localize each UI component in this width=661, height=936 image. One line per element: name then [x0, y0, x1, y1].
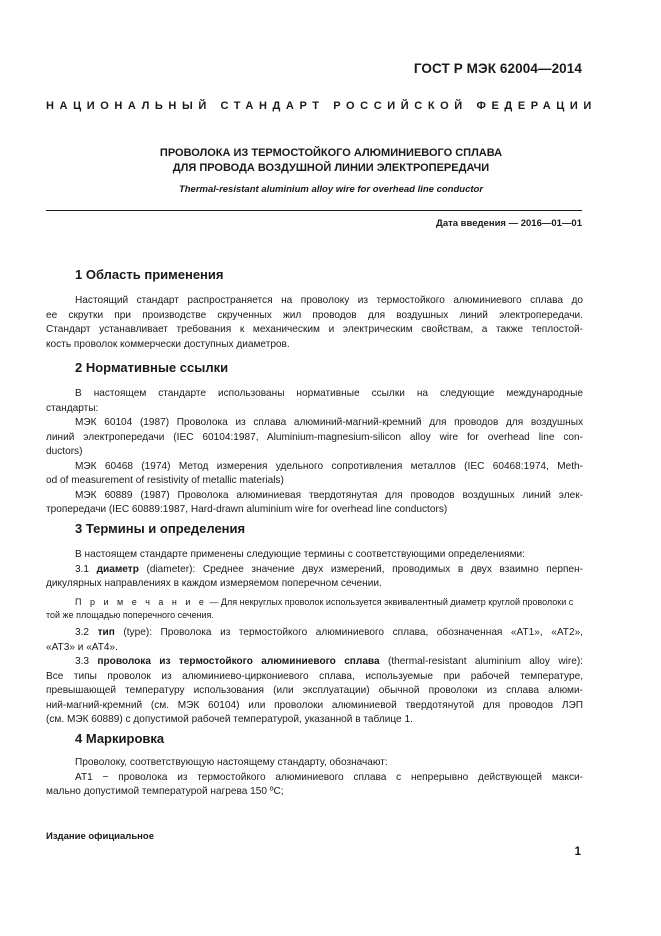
term-definition: (diameter): Среднее значение двух измерений, проводимых в двух взаимно перпен-	[146, 563, 583, 575]
term-name: проволока из термостойкого алюминиевого сплава	[97, 656, 380, 667]
official-edition-label: Издание официальное	[46, 831, 154, 842]
section-1-body	[46, 294, 583, 352]
section-4-heading: 4 Маркировка	[75, 731, 165, 746]
reference-line: МЭК 60889 (1987) Проволока алюминиевая твердотянутая для проводов воздушных линий элек-	[75, 489, 583, 501]
paragraph-line: ее скрутки при производстве скрученных жил проводов для воздушных линий электропередачи.	[46, 309, 583, 321]
reference-line: тропередачи (IEC 60889:1987, Hard-drawn aluminium wire for overhead line conductors)	[46, 504, 448, 515]
paragraph-line: «АТ3» и «АТ4».	[46, 641, 118, 653]
introduction-date: Дата введения — 2016—01—01	[436, 218, 582, 229]
term-3-1	[46, 563, 583, 578]
page-number: 1	[574, 846, 581, 858]
paragraph-line: Все типы проволок из алюминиево-циркониевого сплава, используемые при рабочей температуре,	[46, 670, 583, 682]
paragraph-line: превышающей температуру использования (или эксплуатации) обычной проволоки из сплава алюми-	[46, 685, 583, 696]
reference-line: ductors)	[46, 446, 83, 457]
reference-line: линий электропередачи (IEC 60104:1987, Aluminium-magnesium-silicon alloy wire for overhead line con-	[46, 431, 583, 443]
note-block	[46, 596, 583, 621]
term-name: диаметр	[96, 563, 139, 575]
paragraph-line: дикулярных направлениях в каждом измеряемом поперечном сечении.	[46, 578, 382, 589]
note-text: — Для некруглых проволок используется эквивалентный диаметр круглой проволоки с	[206, 597, 574, 607]
paragraph-line: Настоящий стандарт распространяется на проволоку из термостойкого алюминиевого сплава до	[75, 295, 583, 306]
term-definition: (type): Проволока из термостойкого алюминиевого сплава, обозначенная «АТ1», «АТ2»,	[123, 627, 583, 638]
title-line-1: ПРОВОЛОКА ИЗ ТЕРМОСТОЙКОГО АЛЮМИНИЕВОГО СПЛАВА	[159, 147, 503, 159]
term-number: 3.2	[75, 627, 90, 638]
section-3-heading: 3 Термины и определения	[75, 521, 246, 536]
section-3-body-continued	[46, 626, 583, 728]
reference-line: МЭК 60104 (1987) Проволока из сплава алюминий-магний-кремний для проводов для воздушных	[75, 417, 583, 428]
term-number: 3.1	[75, 563, 90, 575]
term-3-3	[46, 655, 583, 670]
paragraph-line: мально допустимой температурой нагрева 150 ºС;	[46, 786, 284, 797]
title-line-2: ДЛЯ ПРОВОДА ВОЗДУШНОЙ ЛИНИИ ЭЛЕКТРОПЕРЕДАЧИ	[172, 162, 490, 174]
term-number: 3.3	[75, 656, 90, 667]
paragraph-line: В настоящем стандарте использованы нормативные ссылки на следующие международные	[75, 388, 583, 399]
paragraph-line: кость проволок коммерчески доступных диаметров.	[46, 338, 290, 350]
paragraph-line: В настоящем стандарте применены следующие термины с соответствующими определениями:	[75, 549, 525, 560]
paragraph-line: (см. МЭК 60889) с допустимой рабочей температурой, указанной в таблице 1.	[46, 714, 413, 725]
document-title	[46, 146, 616, 176]
note-label: П р и м е ч а н и е	[75, 597, 207, 607]
paragraph-line: ний-магний-кремний (см. МЭК 60104) или проволоки алюминиевой твердотянутой для проводов ЛЭП	[46, 699, 583, 711]
paragraph-line: стандарты:	[46, 402, 99, 414]
section-2-heading: 2 Нормативные ссылки	[75, 360, 229, 375]
note-line: той же площадью поперечного сечения.	[46, 609, 214, 620]
section-4-body	[46, 756, 583, 800]
reference-line: МЭК 60468 (1974) Метод измерения удельного сопротивления металлов (IEC 60468:1974, Meth-	[75, 460, 583, 472]
note-line	[46, 596, 583, 609]
paragraph-line: Проволоку, соответствующую настоящему стандарту, обозначают:	[75, 757, 388, 768]
header-divider	[46, 210, 582, 211]
section-3-body	[46, 548, 583, 592]
term-3-2	[46, 626, 583, 641]
paragraph-line: Стандарт устанавливает требования к механическим и электрическим свойствам, а также теплостой-	[46, 324, 583, 335]
reference-line: od of measurement of resistivity of metallic materials)	[46, 475, 284, 486]
standard-code: ГОСТ Р МЭК 62004—2014	[413, 61, 582, 76]
national-standard-banner: НАЦИОНАЛЬНЫЙ СТАНДАРТ РОССИЙСКОЙ ФЕДЕРАЦИИ	[46, 100, 597, 112]
english-title: Thermal-resistant aluminium alloy wire for overhead line conductor	[178, 184, 484, 195]
section-2-body	[46, 387, 583, 518]
section-1-heading: 1 Область применения	[75, 267, 224, 282]
term-definition: (thermal-resistant aluminium alloy wire):	[387, 656, 583, 667]
term-name: тип	[97, 627, 115, 638]
paragraph-line: АТ1 − проволока из термостойкого алюминиевого сплава с непрерывно действующей макси-	[75, 771, 583, 783]
